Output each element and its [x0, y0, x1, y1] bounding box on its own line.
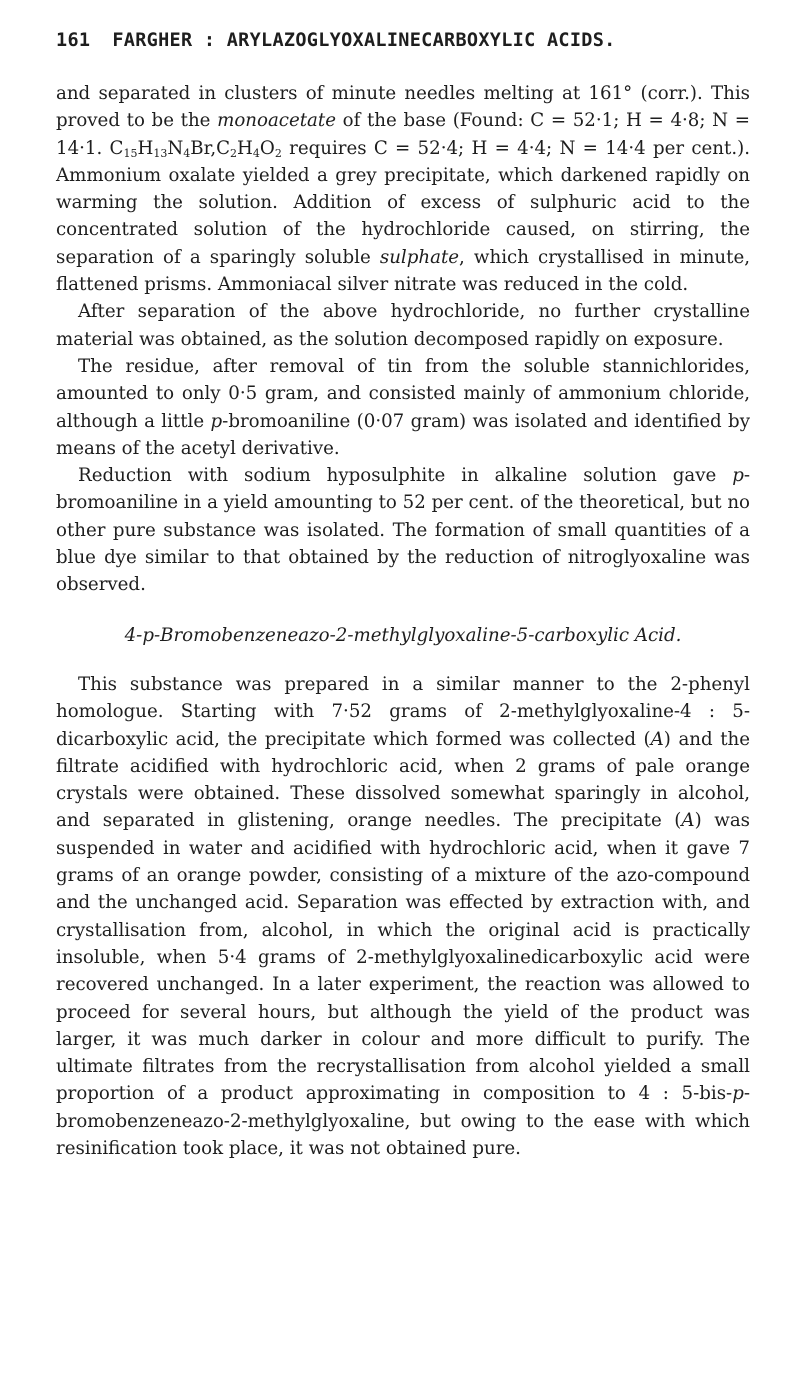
paragraph-reduction: Reduction with sodium hyposulphite in alkaline solution gave p-bromoaniline in a yield amounting to 52 per cent. of the theoretical, but no other pure substance was isolated. The formation of small quantities of a blue dye similar to that obtained by the reduction of nitroglyoxaline was observed.	[56, 465, 750, 596]
running-header	[56, 30, 750, 58]
running-title: FARGHER : ARYLAZOGLYOXALINECARBOXYLIC ACIDS.	[112, 30, 616, 51]
paragraph-separation: After separation of the above hydrochloride, no further crystalline material was obtained, as the solution decomposed rapidly on exposure.	[56, 301, 750, 350]
page-number: 161	[56, 30, 91, 51]
paragraph-residue: The residue, after removal of tin from the soluble stannichlorides, amounted to only 0·5 gram, and consisted mainly of ammonium chloride, although a little p-bromoaniline (0·07 gram) was isolated and identified by means of the acetyl derivative.	[56, 355, 750, 459]
paragraph-monoacetate: and separated in clusters of minute needles melting at 161° (corr.). This proved to be the monoacetate of the base (Found: C = 52·1; H = 4·8; N = 14·1. $C_{15}H_{13}N_4Br,C_2H_4O_2$ requires C = 52·4; H = 4·4; N = 14·4 per cent.). Ammonium oxalate yielded a grey precipitate, which darkened rapidly on warming the solution. Addition of excess of sulphuric acid to the concentrated solution of the hydrochloride caused, on stirring, the separation of a sparingly soluble sulphate, which crystallised in minute, flattened prisms. Ammoniacal silver nitrate was reduced in the cold.	[56, 83, 750, 296]
body-text	[56, 80, 750, 1162]
section-heading: 4-p-Bromobenzeneazo-2-methylglyoxaline-5-carboxylic Acid.	[124, 624, 682, 646]
paragraph-preparation: This substance was prepared in a similar manner to the 2-phenyl homologue. Starting with 7·52 grams of 2-methylglyoxaline-4 : 5-dicarboxylic acid, the precipitate which formed was collected (A) and the filtrate acidified with hydrochloric acid, when 2 grams of pale orange crystals were obtained. These dissolved somewhat sparingly in alcohol, and separated in glistening, orange needles. The precipitate (A) was suspended in water and acidified with hydrochloric acid, when it gave 7 grams of an orange powder, consisting of a mixture of the azo-compound and the unchanged acid. Separation was effected by extraction with, and crystallisation from, alcohol, in which the original acid is practically insoluble, when 5·4 grams of 2-methylglyoxalinedicarboxylic acid were recovered unchanged. In a later experiment, the reaction was allowed to proceed for several hours, but although the yield of the product was larger, it was much darker in colour and more difficult to purify. The ultimate filtrates from the recrystallisation from alcohol yielded a small proportion of a product approximating in composition to 4 : 5-bis-p-bromobenzeneazo-2-methylglyoxaline, but owing to the ease with which resinification took place, it was not obtained pure.	[56, 673, 751, 1159]
